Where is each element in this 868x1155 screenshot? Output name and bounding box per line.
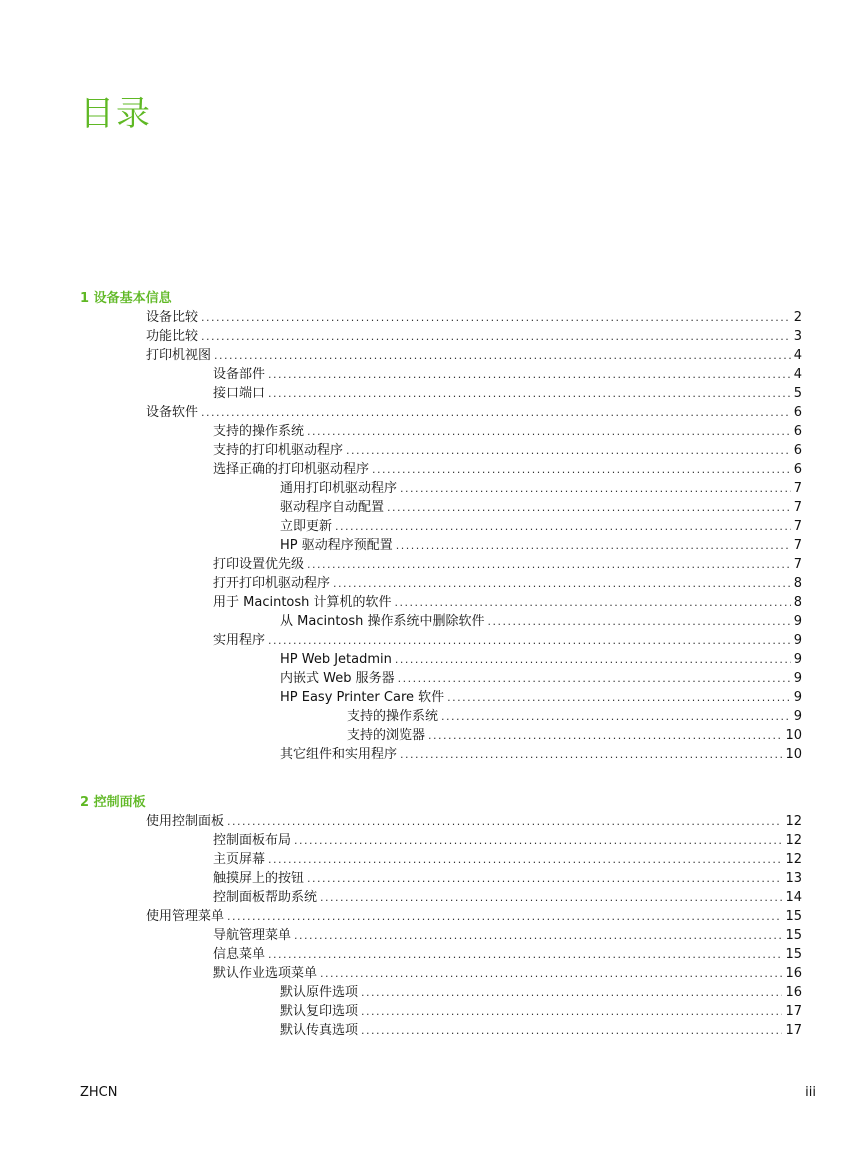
toc-entry[interactable]: [280, 669, 802, 688]
chapter-heading-1[interactable]: 1 设备基本信息: [80, 291, 172, 306]
toc-entry[interactable]: [213, 574, 802, 593]
toc-entry[interactable]: [213, 460, 802, 479]
toc-entry[interactable]: [146, 403, 802, 422]
toc-entry[interactable]: [213, 831, 802, 850]
toc-entry-page: 9: [793, 709, 802, 724]
toc-entry-label: HP Web Jetadmin: [280, 652, 392, 667]
toc-entry[interactable]: [280, 479, 802, 498]
toc-entry-page: 9: [793, 614, 802, 629]
toc-entry-page: 4: [793, 367, 802, 382]
toc-entry-page: 14: [785, 890, 802, 905]
toc-entry-page: 5: [793, 386, 802, 401]
toc-entry-label: 使用管理菜单: [146, 909, 225, 924]
toc-entry-page: 10: [785, 747, 802, 762]
toc-entry-page: 15: [785, 928, 802, 943]
toc-entry-page: 9: [793, 671, 802, 686]
toc-entry-label: 实用程序: [213, 633, 266, 648]
toc-entry-label: 设备软件: [146, 405, 199, 420]
toc-entry-page: 12: [785, 833, 802, 848]
toc-entry-label: 默认作业选项菜单: [213, 966, 318, 981]
toc-entry[interactable]: [280, 612, 802, 631]
toc-entry-label: 打印设置优先级: [213, 557, 305, 572]
toc-entry[interactable]: [280, 517, 802, 536]
toc-entry[interactable]: [213, 593, 802, 612]
footer-page-number: iii: [805, 1085, 816, 1100]
toc-entry-page: 8: [793, 595, 802, 610]
toc-entry-label: 设备比较: [146, 310, 199, 325]
toc-entry[interactable]: [213, 945, 802, 964]
toc-entry-page: 6: [793, 462, 802, 477]
toc-entry[interactable]: [213, 631, 802, 650]
toc-entry-label: 支持的操作系统: [347, 709, 439, 724]
toc-entry-page: 16: [785, 985, 802, 1000]
toc-entry[interactable]: [146, 907, 802, 926]
toc-entry[interactable]: [347, 707, 802, 726]
toc-entry-label: 支持的打印机驱动程序: [213, 443, 344, 458]
footer-locale: ZHCN: [80, 1085, 118, 1100]
toc-entry-label: 触摸屏上的按钮: [213, 871, 305, 886]
toc-entry[interactable]: [146, 308, 802, 327]
toc-entry-label: 控制面板帮助系统: [213, 890, 318, 905]
toc-entry-page: 10: [785, 728, 802, 743]
toc-entry-label: 信息菜单: [213, 947, 266, 962]
toc-entry-label: 使用控制面板: [146, 814, 225, 829]
toc-entry-label: 功能比较: [146, 329, 199, 344]
toc-entry-label: 选择正确的打印机驱动程序: [213, 462, 370, 477]
toc-entry-page: 4: [793, 348, 802, 363]
toc-entry-label: 打开打印机驱动程序: [213, 576, 331, 591]
toc-entry-page: 8: [793, 576, 802, 591]
toc-entry-label: 用于 Macintosh 计算机的软件: [213, 595, 392, 610]
toc-entry[interactable]: [213, 384, 802, 403]
toc-entry-label: 其它组件和实用程序: [280, 747, 398, 762]
toc-entry-page: 12: [785, 814, 802, 829]
toc-entry-page: 6: [793, 405, 802, 420]
toc-entry-label: 支持的操作系统: [213, 424, 305, 439]
toc-entry-page: 13: [785, 871, 802, 886]
toc-entry-label: 内嵌式 Web 服务器: [280, 671, 395, 686]
toc-entry[interactable]: [213, 441, 802, 460]
toc-entry[interactable]: [280, 1002, 802, 1021]
toc-entry[interactable]: [280, 688, 802, 707]
toc-entry[interactable]: [347, 726, 802, 745]
toc-entry-label: 接口端口: [213, 386, 266, 401]
toc-entry-page: 15: [785, 947, 802, 962]
toc-entry-page: 12: [785, 852, 802, 867]
toc-entry[interactable]: [280, 1021, 802, 1040]
toc-entry-label: 控制面板布局: [213, 833, 292, 848]
toc-entry-page: 7: [793, 538, 802, 553]
page-title: 目录: [80, 94, 152, 134]
toc-entry-page: 9: [793, 652, 802, 667]
toc-entry[interactable]: [213, 888, 802, 907]
toc-entry-page: 3: [793, 329, 802, 344]
chapter-heading-2[interactable]: 2 控制面板: [80, 795, 146, 810]
toc-entry[interactable]: [213, 555, 802, 574]
toc-entry[interactable]: [213, 365, 802, 384]
toc-entry-page: 7: [793, 500, 802, 515]
toc-entry-page: 9: [793, 633, 802, 648]
toc-entry-label: 默认复印选项: [280, 1004, 359, 1019]
toc-entry[interactable]: [213, 869, 802, 888]
toc-entry-label: 通用打印机驱动程序: [280, 481, 398, 496]
toc-entry-page: 7: [793, 481, 802, 496]
toc-entry[interactable]: [146, 812, 802, 831]
toc-entry-label: 打印机视图: [146, 348, 212, 363]
toc-entry-label: 默认传真选项: [280, 1023, 359, 1038]
toc-entry-page: 2: [793, 310, 802, 325]
toc-entry-page: 16: [785, 966, 802, 981]
toc-entry[interactable]: [213, 422, 802, 441]
toc-entry-label: 设备部件: [213, 367, 266, 382]
toc-entry-page: 17: [785, 1004, 802, 1019]
toc-entry-page: 17: [785, 1023, 802, 1038]
toc-entry-label: 主页屏幕: [213, 852, 266, 867]
toc-entry[interactable]: [213, 926, 802, 945]
toc-entry-page: 6: [793, 424, 802, 439]
toc-entry-page: 9: [793, 690, 802, 705]
toc-entry-label: HP 驱动程序预配置: [280, 538, 393, 553]
toc-entry-label: 从 Macintosh 操作系统中删除软件: [280, 614, 485, 629]
toc-entry-page: 15: [785, 909, 802, 924]
toc-entry[interactable]: [280, 498, 802, 517]
toc-entry-label: 立即更新: [280, 519, 333, 534]
toc-entry-label: 导航管理菜单: [213, 928, 292, 943]
toc-entry-label: 支持的浏览器: [347, 728, 426, 743]
toc-entry[interactable]: [146, 327, 802, 346]
toc-entry-page: 6: [793, 443, 802, 458]
toc-entry[interactable]: [280, 745, 802, 764]
toc-entry-label: HP Easy Printer Care 软件: [280, 690, 445, 705]
toc-entry[interactable]: [213, 964, 802, 983]
toc-entry-page: 7: [793, 557, 802, 572]
toc-entry[interactable]: [213, 850, 802, 869]
toc-entry[interactable]: [280, 536, 802, 555]
toc-entry-label: 驱动程序自动配置: [280, 500, 385, 515]
toc-entry[interactable]: [146, 346, 802, 365]
toc-entry-page: 7: [793, 519, 802, 534]
toc-entry-label: 默认原件选项: [280, 985, 359, 1000]
toc-entry[interactable]: [280, 650, 802, 669]
toc-entry[interactable]: [280, 983, 802, 1002]
